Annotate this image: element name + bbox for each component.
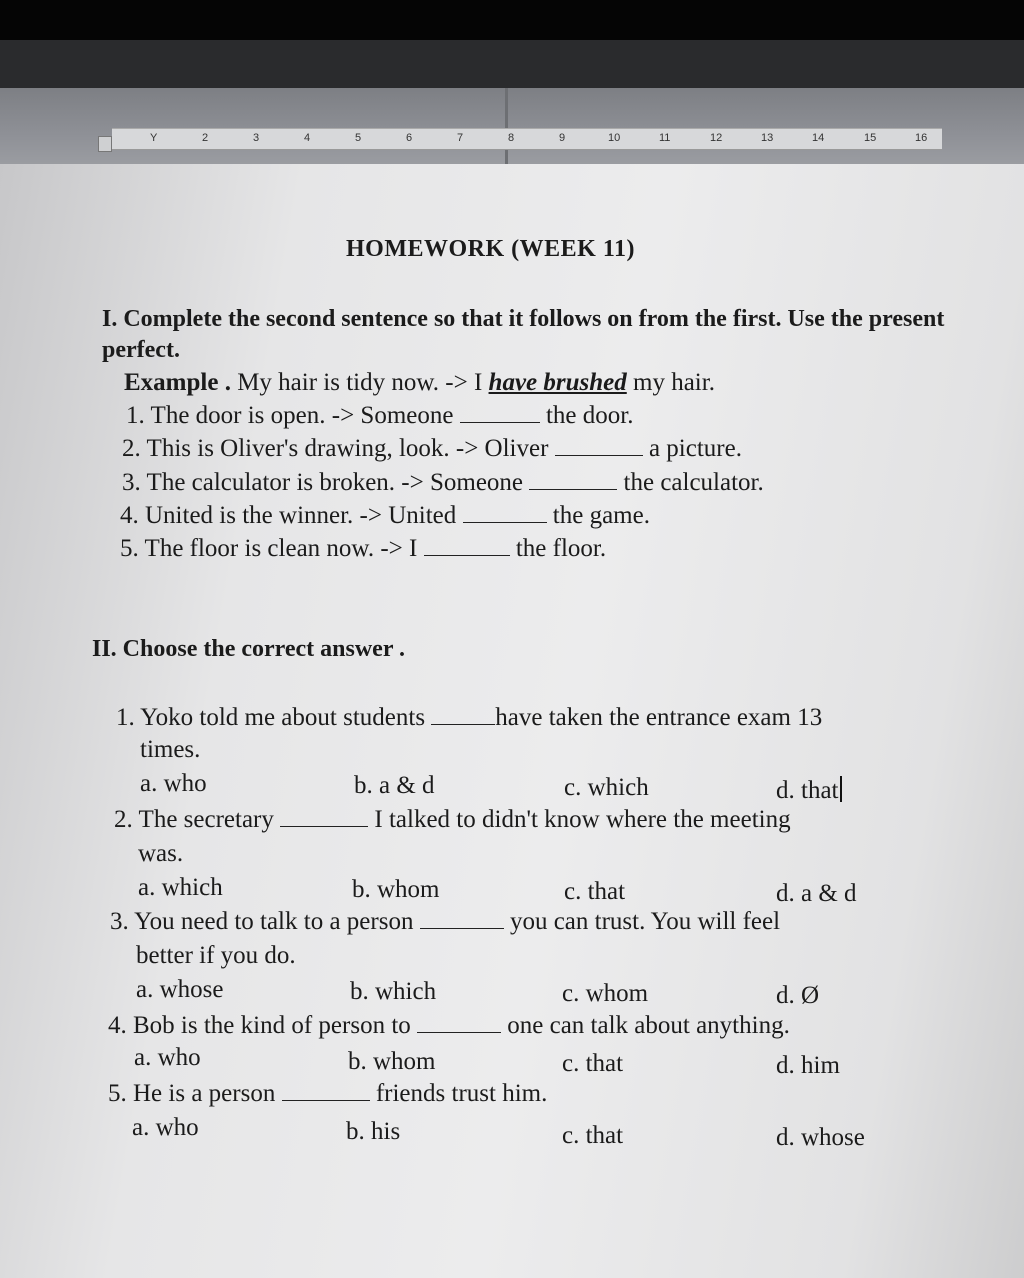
example-label: Example . (124, 369, 231, 396)
ruler-tick: 7 (457, 132, 464, 144)
ruler-tick: 13 (761, 132, 774, 144)
option-c[interactable]: c. that (562, 1050, 624, 1077)
exercise-1-item (122, 435, 742, 463)
document-title: HOMEWORK (WEEK 11) (346, 236, 636, 262)
question-text: I talked to didn't know where the meeting (374, 806, 791, 833)
question-text: you can trust. You will feel (509, 908, 781, 935)
question-text: have taken the entrance exam 13 (495, 704, 823, 731)
document-page[interactable] (0, 164, 1024, 1278)
item-text: the calculator. (623, 469, 764, 496)
ruler-tick: 16 (915, 132, 928, 144)
ruler-strip[interactable] (112, 128, 942, 150)
item-text: 4. United is the winner. -> United (120, 502, 457, 529)
ruler-tick: 4 (304, 132, 311, 144)
question-2 (114, 806, 791, 834)
option-c[interactable]: c. which (564, 774, 649, 801)
ruler-tick: 14 (812, 132, 825, 144)
ruler-tick: 12 (710, 132, 723, 144)
answer-blank[interactable] (431, 704, 495, 725)
question-text: 1. Yoko told me about students (116, 704, 426, 731)
window-frame (0, 40, 1024, 88)
ruler-tick: 8 (508, 132, 515, 144)
ruler-tick: 2 (202, 132, 209, 144)
exercise-1-item (120, 502, 650, 530)
question-1-continuation: times. (140, 736, 201, 763)
option-b[interactable]: b. whom (348, 1048, 436, 1075)
item-text: 3. The calculator is broken. -> Someone (122, 469, 524, 496)
option-d[interactable]: d. a & d (776, 880, 857, 907)
answer-blank[interactable] (460, 402, 540, 423)
question-text: 3. You need to talk to a person (110, 908, 414, 935)
exercise-1-item (120, 535, 606, 563)
option-d[interactable]: d. whose (776, 1124, 865, 1151)
option-c[interactable]: c. whom (562, 980, 649, 1007)
answer-blank[interactable] (420, 908, 504, 929)
example-text: My hair is tidy now. -> I (237, 369, 483, 396)
item-text: 5. The floor is clean now. -> I (120, 535, 418, 562)
option-a[interactable]: a. which (138, 874, 223, 901)
text-cursor (840, 776, 842, 802)
question-text: 5. He is a person (108, 1080, 276, 1107)
section-2-heading: II. Choose the correct answer . (92, 636, 406, 662)
question-1 (116, 704, 822, 732)
question-5 (108, 1080, 547, 1108)
option-a[interactable]: a. who (132, 1114, 199, 1141)
question-text: 4. Bob is the kind of person to (108, 1012, 411, 1039)
item-text: 2. This is Oliver's drawing, look. -> Oliver (122, 435, 549, 462)
example-text-after: my hair. (633, 369, 715, 396)
question-3 (110, 908, 780, 936)
monitor-bezel (0, 0, 1024, 40)
section-1-heading: I. Complete the second sentence so that it follows on from the first. Use the present perfect. (102, 306, 945, 363)
horizontal-ruler[interactable] (0, 88, 1024, 164)
example-answer: have brushed (488, 369, 627, 396)
option-c[interactable]: c. that (564, 878, 626, 905)
question-text: 2. The secretary (114, 806, 274, 833)
option-text: d. that (776, 777, 839, 804)
ruler-tick: 10 (608, 132, 621, 144)
option-d[interactable] (776, 776, 842, 805)
exercise-1-item (126, 402, 633, 430)
example-line (124, 369, 715, 397)
ruler-tick: 15 (864, 132, 877, 144)
option-c[interactable]: c. that (562, 1122, 624, 1149)
option-b[interactable]: b. which (350, 978, 437, 1005)
option-a[interactable]: a. who (140, 770, 207, 797)
option-b[interactable]: b. a & d (354, 772, 435, 799)
option-a[interactable]: a. who (134, 1044, 201, 1071)
answer-blank[interactable] (424, 535, 510, 556)
exercise-1-item (122, 469, 764, 497)
question-text: one can talk about anything. (507, 1012, 790, 1039)
answer-blank[interactable] (555, 435, 643, 456)
item-text: the door. (545, 402, 634, 429)
ruler-tick: 9 (559, 132, 566, 144)
option-d[interactable]: d. Ø (776, 982, 820, 1009)
ruler-tick: 6 (406, 132, 413, 144)
ruler-tick: 11 (659, 132, 671, 144)
question-text: friends trust him. (375, 1080, 548, 1107)
option-d[interactable]: d. him (776, 1052, 840, 1079)
answer-blank[interactable] (282, 1080, 370, 1101)
question-2-continuation: was. (138, 840, 184, 867)
answer-blank[interactable] (280, 806, 368, 827)
answer-blank[interactable] (417, 1012, 501, 1033)
option-b[interactable]: b. his (346, 1118, 401, 1145)
tab-selector-icon[interactable] (98, 136, 112, 152)
option-b[interactable]: b. whom (352, 876, 440, 903)
answer-blank[interactable] (463, 502, 547, 523)
ruler-tick: 5 (355, 132, 362, 144)
ruler-divider (505, 88, 508, 164)
ruler-tick: 3 (253, 132, 260, 144)
answer-blank[interactable] (529, 469, 617, 490)
ruler-tick: Y (150, 132, 158, 144)
item-text: a picture. (648, 435, 742, 462)
option-a[interactable]: a. whose (136, 976, 224, 1003)
item-text: the game. (552, 502, 650, 529)
item-text: the floor. (515, 535, 607, 562)
question-3-continuation: better if you do. (136, 942, 296, 969)
item-text: 1. The door is open. -> Someone (126, 402, 454, 429)
question-4 (108, 1012, 790, 1040)
